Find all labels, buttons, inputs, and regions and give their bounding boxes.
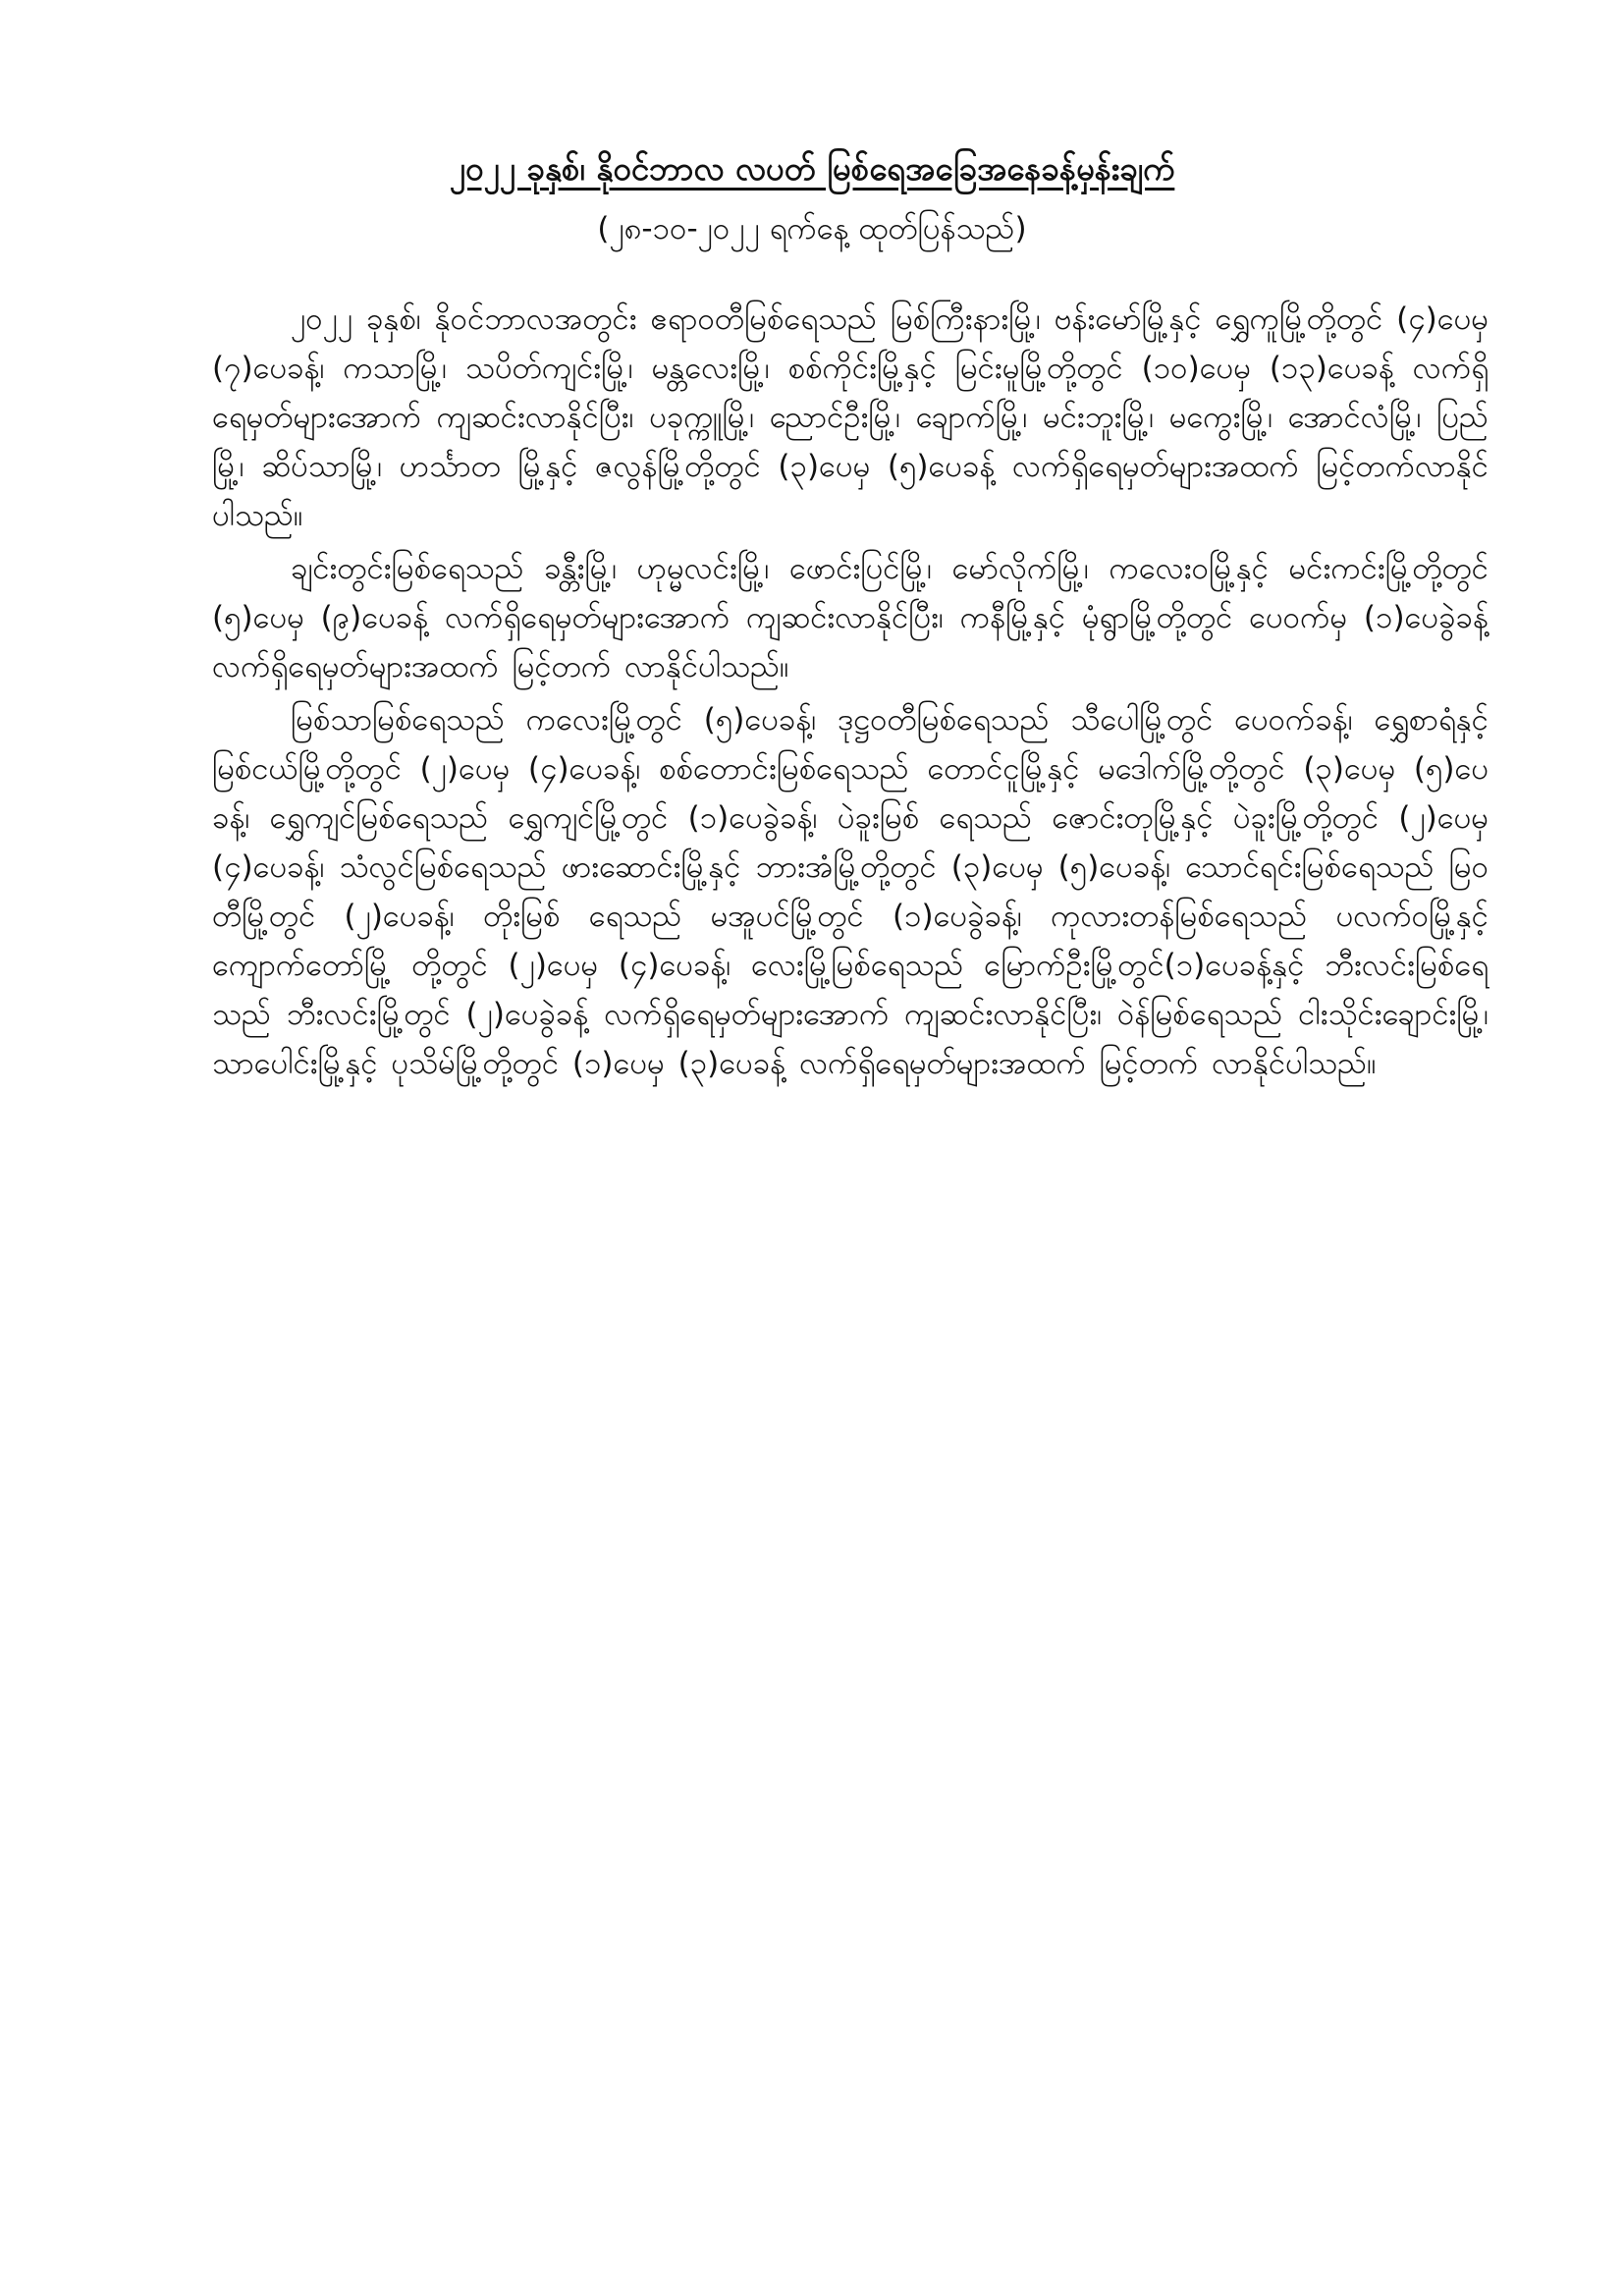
document-body (212, 295, 1489, 1092)
paragraph-other-rivers: မြစ်သာမြစ်ရေသည် ကလေးမြို့တွင် (၅)ပေခန့်၊ ဒုဋ္ဌဝတီမြစ်ရေသည် သီပေါမြို့တွင် ပေဝက်ခန့်၊ ရွှေစာရံနှင့် မြစ်ငယ်မြို့တို့တွင် (၂)ပေမှ (၄)ပေခန့်၊ စစ်တောင်းမြစ်ရေသည် တောင်ငူမြို့နှင့် မဒေါက်မြို့တို့တွင် (၃)ပေမှ (၅)ပေခန့်၊ ရွှေကျင်မြစ်ရေသည် ရွှေကျင်မြို့တွင် (၁)ပေခွဲခန့်၊ ပဲခူးမြစ် ရေသည် ဇောင်းတုမြို့နှင့် ပဲခူးမြို့တို့တွင် (၂)ပေမှ (၄)ပေခန့်၊ သံလွင်မြစ်ရေသည် ဖားဆောင်းမြို့နှင့် ဘားအံမြို့တို့တွင် (၃)ပေမှ (၅)ပေခန့်၊ သောင်ရင်းမြစ်ရေသည် မြဝတီမြို့တွင် (၂)ပေခန့်၊ တိုးမြစ် ရေသည် မအူပင်မြို့တွင် (၁)ပေခွဲခန့်၊ ကုလားတန်မြစ်ရေသည် ပလက်ဝမြို့နှင့် ကျောက်တော်မြို့ တို့တွင် (၂)ပေမှ (၄)ပေခန့်၊ လေးမြို့မြစ်ရေသည် မြောက်ဦးမြို့တွင်(၁)ပေခန့်နှင့် ဘီးလင်းမြစ်ရေသည် ဘီးလင်းမြို့တွင် (၂)ပေခွဲခန့် လက်ရှိရေမှတ်များအောက် ကျဆင်းလာနိုင်ပြီး၊ ဝဲန်မြစ်ရေသည် ငါးသိုင်းချောင်းမြို့၊ သာပေါင်းမြို့နှင့် ပုသိမ်မြို့တို့တွင် (၁)ပေမှ (၃)ပေခန့် လက်ရှိရေမှတ်များအထက် မြင့်တက် လာနိုင်ပါသည်။ (212, 702, 1489, 1081)
document-title: ၂၀၂၂ ခုနှစ်၊ နိုဝင်ဘာလ လပတ် မြစ်ရေအခြေအနေခန့်မှန်းချက် (449, 149, 1175, 188)
paragraph-chindwin: ချင်းတွင်းမြစ်ရေသည် ခန္တီးမြို့၊ ဟုမ္မလင်းမြို့၊ ဖောင်းပြင်မြို့၊ မော်လိုက်မြို့၊ ကလေးဝမြို့နှင့် မင်းကင်းမြို့တို့တွင် (၅)ပေမှ (၉)ပေခန့် လက်ရှိရေမှတ်များအောက် ကျဆင်းလာနိုင်ပြီး၊ ကနီမြို့နှင့် မုံရွာမြို့တို့တွင် ပေဝက်မှ (၁)ပေခွဲခန့် လက်ရှိရေမှတ်များအထက် မြင့်တက် လာနိုင်ပါသည်။ (212, 551, 1489, 684)
release-date: (၂၈-၁၀-၂၀၂၂ ရက်နေ့ ထုတ်ပြန်သည်) (597, 211, 1027, 246)
paragraph-ayeyarwady: ၂၀၂၂ ခုနှစ်၊ နိုဝင်ဘာလအတွင်း ဧရာဝတီမြစ်ရေသည် မြစ်ကြီးနားမြို့၊ ဗန်းမော်မြို့နှင့် ရွှေကူမြို့တို့တွင် (၄)ပေမှ (၇)ပေခန့်၊ ကသာမြို့၊ သပိတ်ကျင်းမြို့၊ မန္တလေးမြို့၊ စစ်ကိုင်းမြို့နှင့် မြင်းမူမြို့တို့တွင် (၁၀)ပေမှ (၁၃)ပေခန့် လက်ရှိရေမှတ်များအောက် ကျဆင်းလာနိုင်ပြီး၊ ပခုက္ကူမြို့၊ ညောင်ဦးမြို့၊ ချောက်မြို့၊ မင်းဘူးမြို့၊ မကွေးမြို့၊ အောင်လံမြို့၊ ပြည်မြို့၊ ဆိပ်သာမြို့၊ ဟင်္သာတ မြို့နှင့် ဇလွန်မြို့တို့တွင် (၃)ပေမှ (၅)ပေခန့် လက်ရှိရေမှတ်များအထက် မြင့်တက်လာနိုင်ပါသည်။ (212, 301, 1489, 533)
